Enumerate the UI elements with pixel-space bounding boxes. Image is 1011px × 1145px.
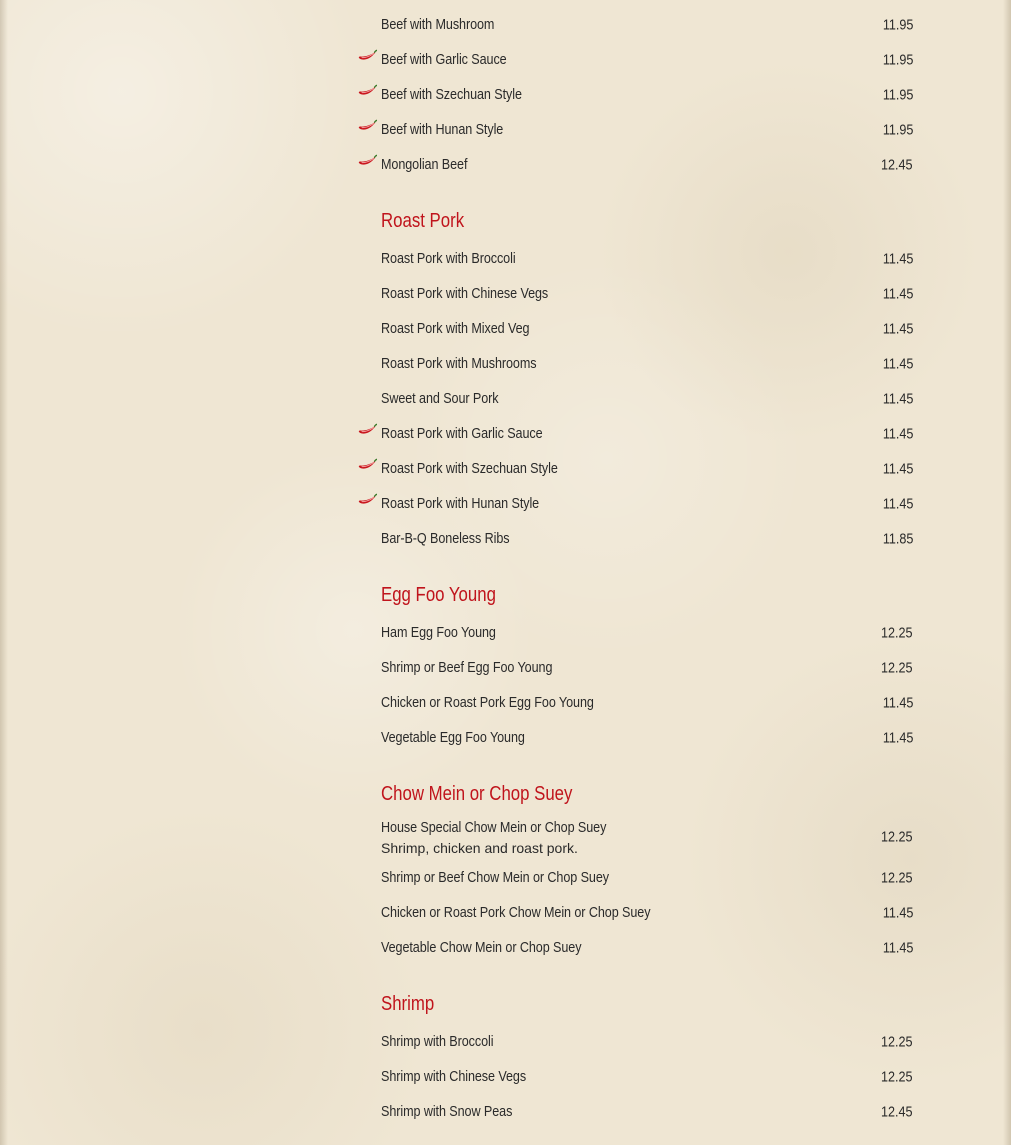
menu-item-text (381, 904, 702, 921)
menu-item-price: 12.25 (881, 1033, 913, 1050)
page-edge-right (1003, 0, 1011, 1145)
menu-item (381, 241, 913, 276)
menu-item (381, 650, 913, 685)
menu-item (381, 1094, 913, 1129)
menu-item-price: 12.45 (881, 1103, 913, 1120)
menu-item-name: Beef with Szechuan Style (381, 86, 522, 103)
menu-item-text (381, 425, 573, 442)
menu-item-name: Shrimp with Broccoli (381, 1033, 494, 1050)
section-title: Egg Foo Young (381, 584, 496, 606)
menu-item-price: 11.45 (882, 729, 913, 746)
chili-pepper-icon (357, 154, 377, 168)
menu-item-name: Shrimp or Beef Egg Foo Young (381, 659, 553, 676)
menu-item-name: Chicken or Roast Pork Egg Foo Young (381, 694, 594, 711)
menu-item-text (381, 729, 552, 746)
menu-item-name: Roast Pork with Broccoli (381, 250, 516, 267)
menu-item-price: 11.95 (882, 51, 913, 68)
chili-pepper-icon (357, 84, 377, 98)
menu-section (381, 204, 913, 556)
menu-item (381, 276, 913, 311)
menu-item-name: Vegetable Egg Foo Young (381, 729, 525, 746)
menu-item-price: 11.45 (882, 285, 913, 302)
menu-item-text (381, 51, 531, 68)
menu-item (381, 451, 913, 486)
menu-item (381, 1024, 913, 1059)
menu-item-text (381, 495, 569, 512)
menu-item-name: Sweet and Sour Pork (381, 390, 499, 407)
menu-item (381, 860, 913, 895)
menu-item-text (381, 869, 652, 886)
section-title: Chow Mein or Chop Suey (381, 783, 573, 805)
menu-item-price: 12.45 (881, 156, 913, 173)
page-edge-left (0, 0, 8, 1145)
menu-item-text (381, 86, 549, 103)
menu-item-text (381, 355, 566, 372)
menu-item-price: 11.45 (882, 250, 913, 267)
menu-section (381, 578, 913, 755)
menu-item (381, 930, 913, 965)
menu-item-text (381, 121, 526, 138)
menu-section (381, 777, 913, 965)
menu-item-price: 11.85 (882, 530, 913, 547)
section-title: Shrimp (381, 993, 435, 1015)
menu-item-price: 11.95 (882, 121, 913, 138)
menu-item-price: 11.45 (882, 939, 913, 956)
menu-item-price: 11.45 (882, 904, 913, 921)
menu-item-price: 11.45 (882, 460, 913, 477)
chili-pepper-icon (357, 119, 377, 133)
menu-item (381, 112, 913, 147)
menu-item (381, 42, 913, 77)
menu-item-text (381, 1033, 515, 1050)
menu-item-price: 12.25 (881, 828, 913, 846)
menu-item-text (381, 1103, 537, 1120)
menu-item-text (381, 624, 518, 641)
menu-list (381, 7, 913, 1129)
menu-item-name: Shrimp with Chinese Vegs (381, 1068, 527, 1085)
menu-item-text (381, 1068, 554, 1085)
menu-item-name: Ham Egg Foo Young (381, 624, 496, 641)
menu-item-text (381, 530, 534, 547)
menu-item-price: 11.45 (882, 355, 913, 372)
menu-item-name: Bar-B-Q Boneless Ribs (381, 530, 510, 547)
menu-item (381, 486, 913, 521)
chili-pepper-icon (357, 458, 377, 472)
menu-item-name: Roast Pork with Mushrooms (381, 355, 537, 372)
chili-pepper-icon (357, 493, 377, 507)
menu-item-price: 11.45 (882, 495, 913, 512)
menu-item-name: Roast Pork with Szechuan Style (381, 460, 558, 477)
menu-item-price: 11.45 (882, 320, 913, 337)
menu-item-name: Beef with Hunan Style (381, 121, 504, 138)
menu-item (381, 147, 913, 182)
chili-pepper-icon (357, 49, 377, 63)
menu-item-name: Shrimp with Snow Peas (381, 1103, 513, 1120)
menu-item (381, 381, 913, 416)
menu-item-name: Mongolian Beef (381, 156, 468, 173)
menu-item-price: 11.95 (882, 16, 913, 33)
menu-item (381, 311, 913, 346)
chili-pepper-icon (357, 423, 377, 437)
menu-item-price: 12.25 (881, 624, 913, 641)
menu-item-text (381, 694, 634, 711)
menu-item (381, 895, 913, 930)
menu-item-name: Beef with Mushroom (381, 16, 495, 33)
menu-item-name: Roast Pork with Mixed Veg (381, 320, 530, 337)
section-title: Roast Pork (381, 210, 465, 232)
menu-item (381, 720, 913, 755)
menu-item (381, 346, 913, 381)
menu-item-text (381, 659, 585, 676)
menu-item-text (381, 320, 558, 337)
menu-item-text (381, 285, 580, 302)
menu-item (381, 615, 913, 650)
menu-item (381, 77, 913, 112)
menu-item-text (381, 819, 649, 856)
menu-item-description: Shrimp, chicken and roast pork. (381, 839, 578, 856)
menu-item-name: Roast Pork with Garlic Sauce (381, 425, 543, 442)
menu-item (381, 7, 913, 42)
menu-item (381, 521, 913, 556)
menu-item-text (381, 16, 516, 33)
menu-item-name: Roast Pork with Hunan Style (381, 495, 540, 512)
menu-item-price: 11.95 (882, 86, 913, 103)
menu-item (381, 1059, 913, 1094)
menu-item-price: 11.45 (882, 390, 913, 407)
menu-item-name: Vegetable Chow Mein or Chop Suey (381, 939, 582, 956)
menu-item (381, 416, 913, 451)
menu-item-text (381, 250, 541, 267)
menu-item-name: Shrimp or Beef Chow Mein or Chop Suey (381, 869, 610, 886)
menu-item-text (381, 460, 591, 477)
menu-item-price: 12.25 (881, 1068, 913, 1085)
menu-item-text (381, 390, 521, 407)
menu-item-price: 12.25 (881, 869, 913, 886)
menu-item-name: House Special Chow Mein or Chop Suey (381, 818, 607, 836)
menu-item-text (381, 939, 620, 956)
menu-item-name: Beef with Garlic Sauce (381, 51, 507, 68)
menu-item-name: Roast Pork with Chinese Vegs (381, 285, 549, 302)
menu-item-price: 11.45 (882, 425, 913, 442)
menu-section (381, 987, 913, 1129)
menu-item-text (381, 156, 484, 173)
menu-item (381, 685, 913, 720)
menu-item-price: 11.45 (882, 694, 913, 711)
menu-item-name: Chicken or Roast Pork Chow Mein or Chop Suey (381, 904, 651, 921)
menu-item (381, 814, 913, 860)
menu-item-price: 12.25 (881, 659, 913, 676)
